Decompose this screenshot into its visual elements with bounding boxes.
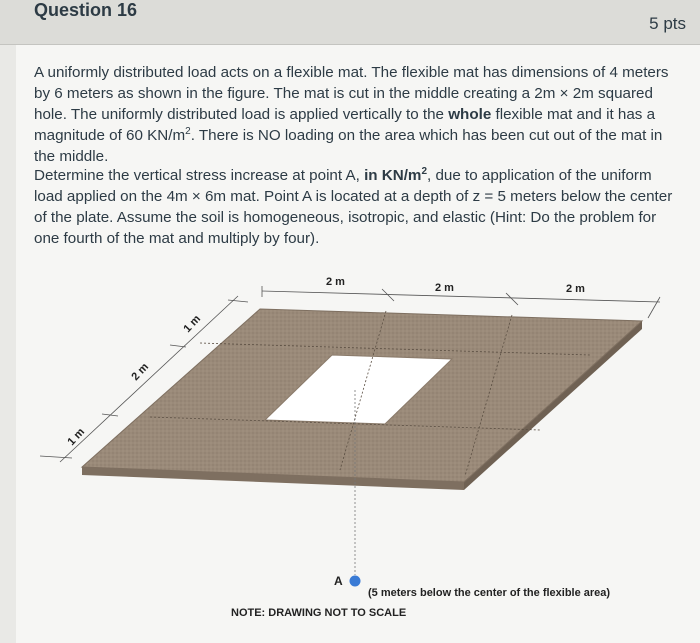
mat-figure (0, 250, 700, 640)
p1-bold: whole (448, 106, 492, 123)
top-dim-label-2: 2 m (435, 282, 454, 294)
side-dim-label-3: 1 m (181, 312, 204, 336)
p2-bold: in KN/m (364, 167, 422, 184)
top-dim-label-3: 2 m (566, 283, 585, 295)
question-title: Question 16 (34, 0, 138, 20)
point-a-marker (350, 576, 361, 587)
top-dim-line (262, 291, 660, 302)
point-a-label: A (334, 574, 343, 588)
problem-paragraph-2 (34, 165, 682, 249)
side-dim-label-2: 2 m (129, 360, 152, 384)
p2-text-b: , due to application of the uniform load applied on the 4m × 6m mat. Point A is located at a depth of z = 5 meters below the center of the plate. Assume the soil is homogeneous, isotropic, and elastic (Hint: Do the problem for one fourth of the mat and multiply by four). (34, 167, 673, 247)
p2-text-a: Determine the vertical stress increase at point A, (34, 167, 365, 184)
problem-paragraph-1 (34, 62, 682, 167)
p1-sup: 2 (185, 125, 191, 137)
scale-note: NOTE: DRAWING NOT TO SCALE (231, 607, 407, 619)
question-header (0, 0, 700, 45)
p1-text-a: A uniformly distributed load acts on a flexible mat. The flexible mat has dimensions of 4 meters by 6 meters as shown in the figure. The mat is cut in the middle creating a 2m × 2m squared hole. The uniformly distributed load is applied vertically to the (34, 64, 669, 123)
point-a-note: (5 meters below the center of the flexible area) (368, 587, 611, 599)
top-dim-label-1: 2 m (326, 276, 345, 288)
p1-text-c: . There is NO loading on the area which has been cut out of the mat in the middle. (34, 127, 663, 165)
question-points: 5 pts (649, 14, 686, 33)
p1-text-b: flexible mat and it has a magnitude of 60 KN/m (34, 106, 656, 144)
side-dim-label-1: 1 m (65, 425, 88, 449)
p2-sup: 2 (421, 165, 428, 177)
